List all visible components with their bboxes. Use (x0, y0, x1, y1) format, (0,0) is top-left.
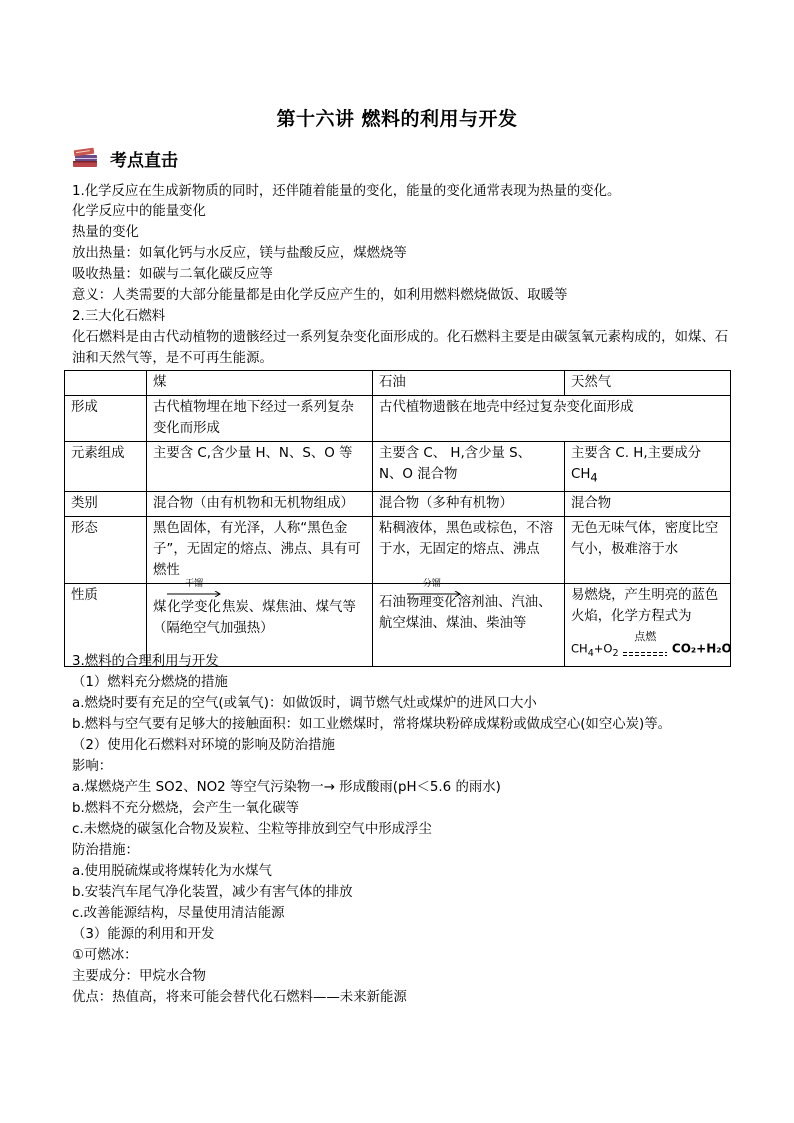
arrow-condition-top: 分馏 (422, 578, 441, 589)
header-cell: 天然气 (565, 371, 731, 396)
intro-line-5: 吸收热量：如碳与二氧化碳反应等 (72, 267, 273, 282)
cell-coal: 混合物（由有机物和无机物组成） (147, 491, 373, 516)
eq-o: +O (593, 641, 613, 656)
section-heading (72, 146, 178, 170)
part3-line-6: 影响： (72, 759, 113, 774)
table-header-row (65, 371, 731, 396)
oil-products-2: 航空煤油、煤油、柴油等 (379, 615, 527, 631)
intro-line-4: 放出热量：如氧化钙与水反应，镁与盐酸反应，煤燃烧等 (72, 246, 407, 261)
fossil-fuel-table (64, 370, 731, 667)
part3-line-1: 3.燃料的合理利用与开发 (72, 654, 219, 669)
page-title: 第十六讲 燃料的利用与开发 (276, 108, 518, 130)
cell-oil-gas: 古代植物遗骸在地壳中经过复杂变化面形成 (373, 396, 731, 442)
oil-products: 溶剂油、汽油、 (457, 594, 552, 610)
intro-line-6: 意义：人类需要的大部分能量都是由化学反应产生的，如利用燃料燃烧做饭、取暖等 (72, 288, 568, 303)
row-label: 形态 (65, 516, 147, 583)
books-icon (72, 147, 100, 169)
header-cell: 石油 (373, 371, 565, 396)
intro-line-2: 化学反应中的能量变化 (72, 204, 206, 219)
part3-line-11: a.使用脱硫煤或将煤转化为水煤气 (72, 864, 272, 879)
part3-line-10: 防治措施： (72, 843, 139, 858)
cell-coal: 主要含 C,含少量 H、N、S、O 等 (147, 442, 373, 492)
part3-line-5: （2）使用化石燃料对环境的影响及防治措施 (72, 738, 335, 753)
coal-note: （隔绝空气加强热） (153, 620, 274, 636)
part3-line-9: c.未燃烧的碳氢化合物及炭粒、尘粒等排放到空气中形成浮尘 (72, 822, 432, 837)
section-label: 考点直击 (110, 150, 178, 171)
intro-line-7: 2.三大化石燃料 (72, 309, 166, 324)
header-cell: 煤 (147, 371, 373, 396)
subscript: 4 (590, 470, 598, 485)
cell-oil: 主要含 C、 H,含少量 S、 N、O 混合物 (373, 442, 565, 492)
intro-line-1: 1.化学反应在生成新物质的同时，还伴随着能量的变化，能量的变化通常表现为热量的变化。 (72, 184, 621, 199)
part3-line-16: 主要成分：甲烷水合物 (72, 969, 206, 984)
cell-gas (565, 442, 731, 492)
gas-elements-text: 主要含 C. H,主要成分 CH (571, 446, 702, 482)
part3-line-4: b.燃料与空气要有足够大的接触面积：如工业燃煤时，常将煤块粉碎成煤粉或做成空心(如空心炭)等。 (72, 717, 671, 732)
subscript: 4 (587, 647, 594, 659)
part3-line-17: 优点：热值高，将来可能会替代化石燃料——未来新能源 (72, 990, 407, 1005)
dry-distillation-arrow (167, 578, 221, 618)
subscript: 2 (612, 647, 619, 659)
cell-coal: 古代植物埋在地下经过一系列复杂变化而形成 (147, 396, 373, 442)
part3-line-15: ①可燃冰： (72, 948, 138, 963)
part3-line-13: c.改善能源结构，尽量使用清洁能源 (72, 906, 285, 921)
coal-start: 煤 (153, 599, 167, 615)
table-row (65, 442, 731, 492)
cell-oil: 混合物（多种有机物） (373, 491, 565, 516)
arrow-line-icon (407, 591, 463, 597)
cell-coal: 黑色固体，有光泽，人称“黑色金子”，无固定的熔点、沸点、具有可燃性 (147, 516, 373, 583)
part3-line-2: （1）燃料充分燃烧的措施 (72, 675, 228, 690)
part3-line-14: （3）能源的利用和开发 (72, 927, 215, 942)
gas-property-text: 易燃烧，产生明亮的蓝色火焰，化学方程式为 (571, 587, 719, 624)
arrow-condition-top: 干馏 (185, 578, 204, 589)
cell-gas (565, 583, 731, 666)
row-label: 形成 (65, 396, 147, 442)
row-label: 元素组成 (65, 442, 147, 492)
eq-products: CO₂+H₂O (671, 641, 732, 656)
arrow-condition-bottom: 化学变化 (167, 599, 221, 615)
condition-label: 点燃 (634, 629, 657, 643)
part3-line-8: b.燃料不充分燃烧，会产生一氧化碳等 (72, 801, 300, 816)
ignite-condition (623, 631, 667, 664)
table-row (65, 491, 731, 516)
cell-oil (373, 578, 565, 666)
coal-products: 焦炭、煤焦油、煤气等 (221, 599, 356, 615)
row-label: 类别 (65, 491, 147, 516)
header-cell (65, 371, 147, 396)
cell-gas: 混合物 (565, 491, 731, 516)
part3-line-12: b.安装汽车尾气净化装置，减少有害气体的排放 (72, 885, 353, 900)
equals-sign-icon (623, 651, 667, 657)
cell-gas: 无色无味气体，密度比空气小，极难溶于水 (565, 516, 731, 583)
intro-line-3: 热量的变化 (72, 225, 139, 240)
eq-ch: CH (571, 641, 588, 656)
combustion-equation (571, 629, 732, 664)
part3-line-3: a.燃烧时要有充足的空气(或氧气)：如做饭时，调节燃气灶或煤炉的进风口大小 (72, 696, 537, 711)
row-label: 性质 (65, 583, 147, 666)
oil-start: 石油 (379, 594, 406, 610)
intro-paragraph: 化石燃料是由古代动植物的遗骸经过一系列复杂变化面形成的。化石燃料主要是由碳氢氧元素构成的，如煤、石油和天然气等，是不可再生能源。 (72, 330, 729, 366)
table-row (65, 396, 731, 442)
arrow-condition-bottom: 物理变化 (406, 593, 457, 609)
table-row (65, 516, 731, 583)
arrow-line-icon (167, 591, 223, 597)
fractional-distillation-arrow (406, 578, 457, 613)
part3-line-7: a.煤燃烧产生 SO2、NO2 等空气污染物一→ 形成酸雨(pH＜5.6 的雨水) (72, 780, 501, 795)
cell-oil: 粘稠液体，黑色或棕色，不溶于水，无固定的熔点、沸点 (373, 516, 565, 583)
